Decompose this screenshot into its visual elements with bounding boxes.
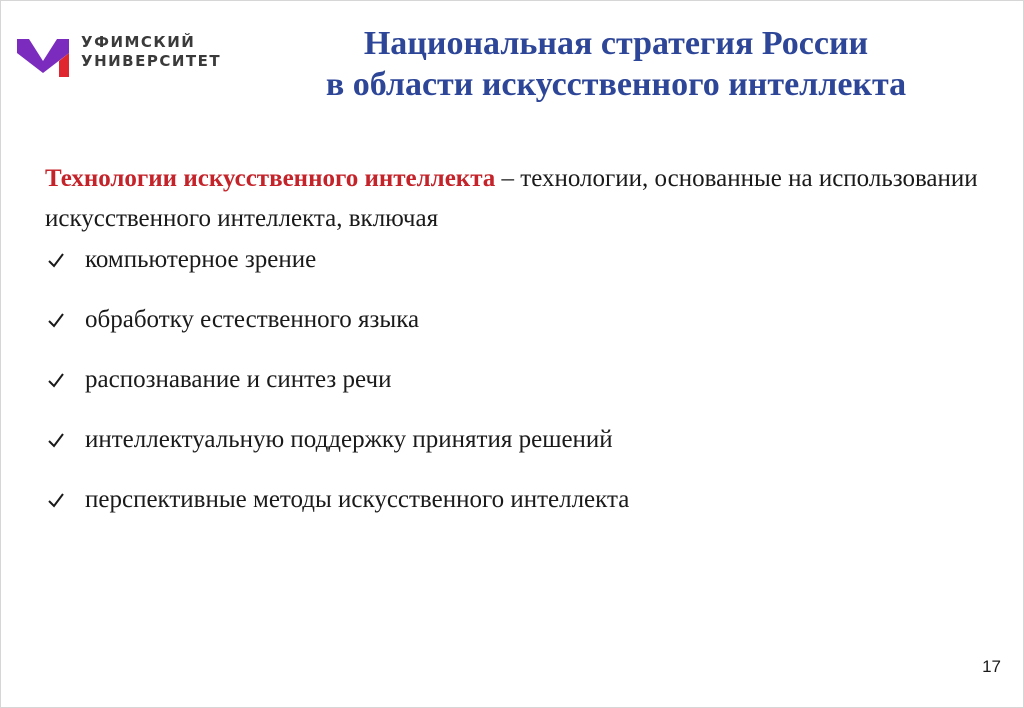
bullet-item: [45, 305, 1005, 365]
check-icon: [47, 432, 65, 450]
bullet-item: [45, 485, 1005, 545]
intro-paragraph: [45, 159, 1005, 239]
bullet-text: обработку естественного языка: [85, 306, 420, 333]
check-icon: [47, 372, 65, 390]
university-logo: [15, 31, 245, 83]
bullet-text: перспективные методы искусственного интеллекта: [85, 486, 630, 513]
slide-title-line2: в области искусственного интеллекта: [325, 66, 907, 103]
university-logo-mark-icon: [15, 31, 71, 77]
slide-title: [231, 23, 1001, 105]
intro-definition: – технологии, основанные на использовании искусственного интеллекта, включая: [45, 165, 978, 232]
bullet-list: [45, 245, 1005, 545]
check-icon: [47, 252, 65, 270]
slide-content: [45, 159, 1005, 545]
bullet-item: [45, 425, 1005, 485]
page-number: 17: [982, 657, 1001, 676]
intro-term: Технологии искусственного интеллекта: [45, 165, 496, 192]
check-icon: [47, 312, 65, 330]
logo-text-line2: УНИВЕРСИТЕТ: [81, 52, 222, 70]
logo-text-line1: УФИМСКИЙ: [81, 33, 196, 51]
bullet-item: [45, 365, 1005, 425]
bullet-text: компьютерное зрение: [85, 246, 317, 273]
bullet-text: распознавание и синтез речи: [85, 366, 392, 393]
slide-title-line1: Национальная стратегия России: [363, 25, 869, 62]
bullet-item: [45, 245, 1005, 305]
check-icon: [47, 492, 65, 510]
logo-text: [81, 33, 221, 71]
bullet-text: интеллектуальную поддержку принятия решений: [85, 426, 613, 453]
